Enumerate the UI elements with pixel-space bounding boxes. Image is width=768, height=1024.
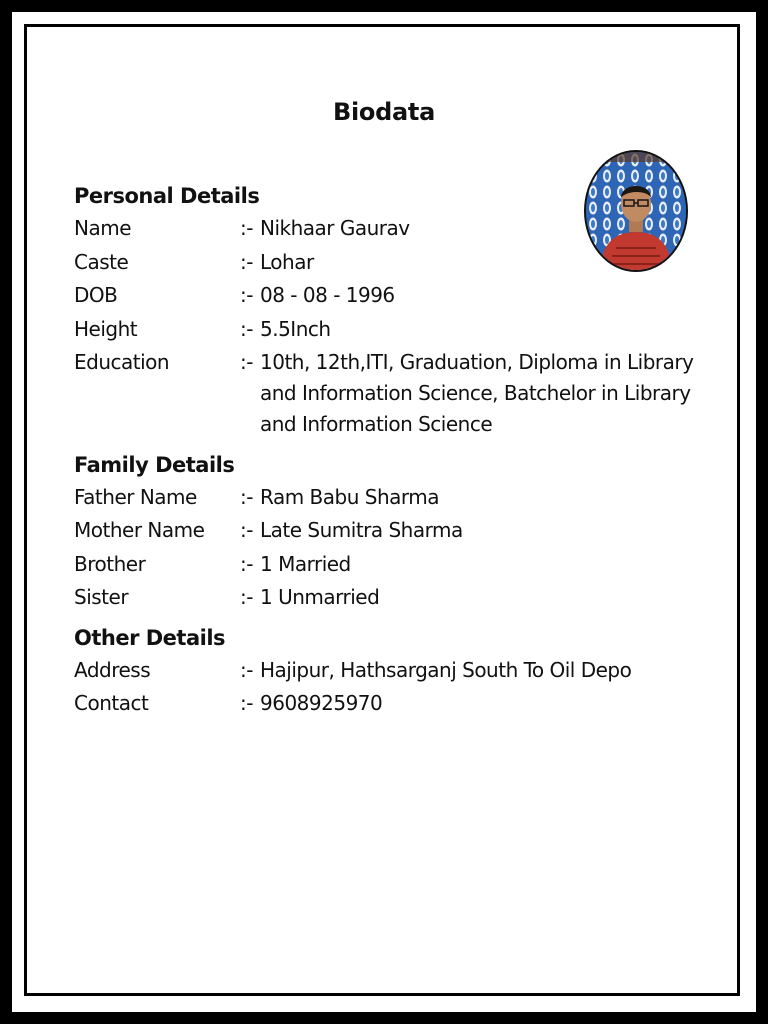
row-value: 1 Married xyxy=(260,551,351,576)
row-label: Brother xyxy=(74,551,146,576)
row-value: Lohar xyxy=(260,249,314,274)
row-label: Caste xyxy=(74,249,129,274)
row-separator: :- xyxy=(240,657,253,682)
row-label: Mother Name xyxy=(74,518,205,542)
row-value: Hajipur, Hathsarganj South To Oil Depo xyxy=(260,657,632,682)
detail-row-caste xyxy=(74,247,714,278)
row-value: 10th, 12th,ITI, Graduation, Diploma in Library and Information Science, Batchelor in Library and Information Science xyxy=(260,350,694,436)
row-value: 5.5Inch xyxy=(260,316,331,341)
row-value: Nikhaar Gaurav xyxy=(260,216,410,240)
detail-row-father-name xyxy=(74,482,714,513)
row-value: 1 Unmarried xyxy=(260,585,380,609)
row-separator: :- xyxy=(240,691,253,715)
row-label: Address xyxy=(74,657,151,682)
detail-row-mother-name xyxy=(74,515,714,546)
row-separator: :- xyxy=(240,283,253,307)
biodata-content xyxy=(74,180,714,722)
row-label: Height xyxy=(74,316,138,341)
detail-row-height xyxy=(74,314,714,345)
row-label: Education xyxy=(74,350,170,374)
row-separator: :- xyxy=(240,551,253,576)
detail-row-brother xyxy=(74,549,714,580)
row-value: 9608925970 xyxy=(260,691,383,715)
row-label: Name xyxy=(74,216,132,240)
row-separator: :- xyxy=(240,316,253,341)
row-separator: :- xyxy=(240,518,253,542)
row-separator: :- xyxy=(240,484,253,509)
row-separator: :- xyxy=(240,350,253,374)
detail-row-address xyxy=(74,655,714,686)
detail-row-name xyxy=(74,213,714,244)
detail-row-sister xyxy=(74,582,714,613)
row-value: 08 - 08 - 1996 xyxy=(260,283,395,307)
row-label: DOB xyxy=(74,283,118,307)
row-separator: :- xyxy=(240,249,253,274)
detail-row-dob xyxy=(74,280,714,311)
detail-row-contact xyxy=(74,688,714,719)
row-label: Father Name xyxy=(74,484,197,509)
row-value: Ram Babu Sharma xyxy=(260,484,439,509)
row-separator: :- xyxy=(240,216,253,240)
row-label: Sister xyxy=(74,585,129,609)
row-separator: :- xyxy=(240,585,253,609)
page-title: Biodata xyxy=(333,98,435,126)
detail-row-education xyxy=(74,347,714,440)
personal-details-heading: Personal Details xyxy=(74,184,260,208)
other-details-heading: Other Details xyxy=(74,625,226,650)
family-details-heading: Family Details xyxy=(74,452,235,477)
row-label: Contact xyxy=(74,691,149,715)
row-value: Late Sumitra Sharma xyxy=(260,518,463,542)
